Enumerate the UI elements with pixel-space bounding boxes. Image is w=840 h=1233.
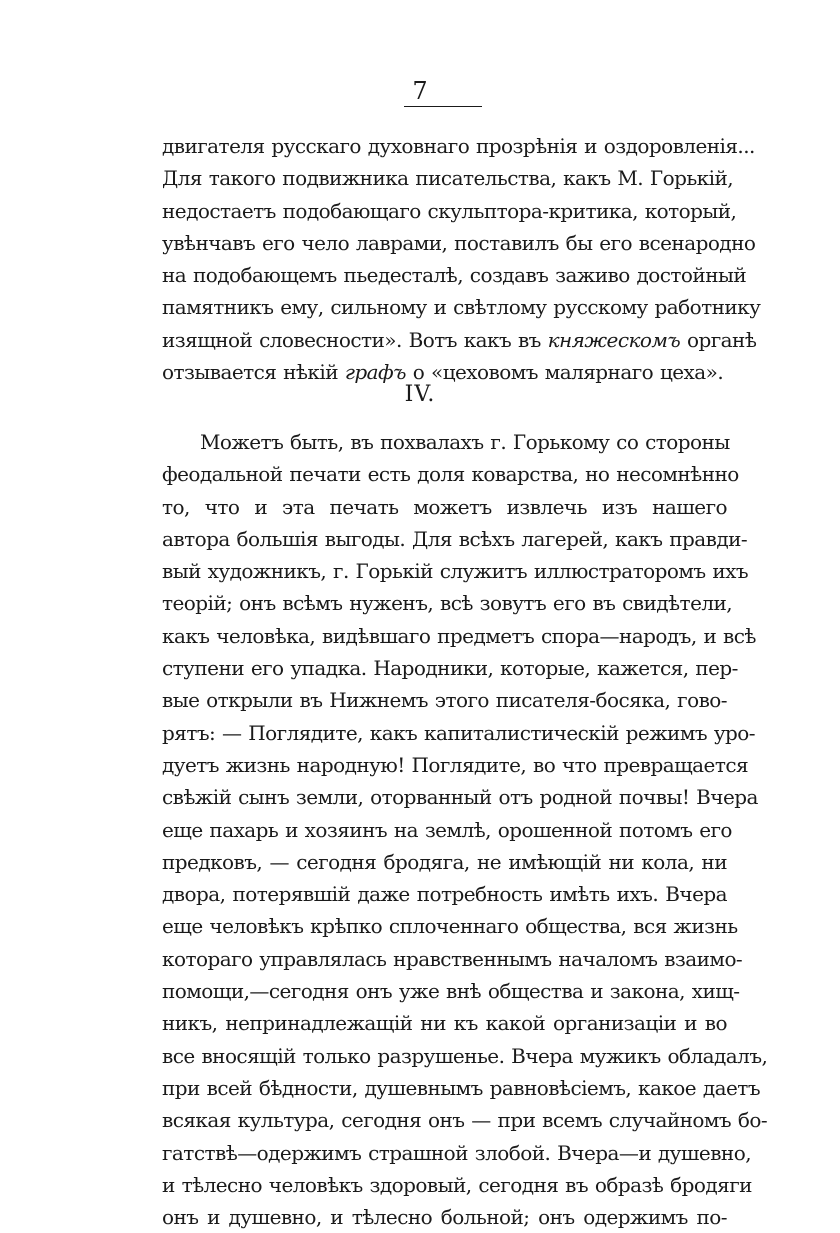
- text-line: еще человѣкъ крѣпко сплоченнаго общества, вся жизнь: [162, 914, 738, 939]
- section-heading: IV.: [404, 382, 436, 407]
- text-line: при всей бѣдности, душевнымъ равновѣсіемъ, какое даетъ: [162, 1075, 760, 1100]
- text-line: недостаетъ подобающаго скульптора-критика, который,: [162, 198, 737, 223]
- text-line: онъ и душевно, и тѣлесно больной; онъ одержимъ по-: [162, 1205, 727, 1230]
- text-line: автора большія выгоды. Для всѣхъ лагерей, какъ правди-: [162, 526, 748, 551]
- text-line: предковъ, — сегодня бродяга, не имѣющій ни кола, ни: [162, 849, 727, 874]
- text-line: памятникъ ему, сильному и свѣтлому русскому работнику: [162, 295, 761, 320]
- text-line: котораго управлялась нравственнымъ началомъ взаимо-: [162, 946, 743, 971]
- text-line: увѣнчавъ его чело лаврами, поставилъ бы его всенародно: [162, 230, 756, 255]
- text-line: Можетъ быть, въ похвалахъ г. Горькому со стороны: [200, 430, 730, 454]
- text-line: ступени его упадка. Народники, которые, кажется, пер-: [162, 656, 738, 681]
- text-line: вый художникъ, г. Горькій служитъ иллюстраторомъ ихъ: [162, 559, 749, 584]
- text-line: феодальной печати есть доля коварства, но несомнѣнно: [162, 462, 739, 487]
- text-line: свѣжій сынъ земли, оторванный отъ родной почвы! Вчера: [162, 785, 758, 810]
- text-line: то, что и эта печать можетъ извлечь изъ нашего: [162, 494, 727, 519]
- paragraph-main: [162, 426, 768, 1233]
- text-span: изящной словесности». Вотъ какъ въ: [162, 327, 548, 352]
- page-number: 7: [412, 77, 428, 105]
- text-line: двигателя русскаго духовнаго прозрѣнія и оздоровленія...: [162, 134, 755, 158]
- text-line: какъ человѣка, видѣвшаго предметъ спора—народъ, и всѣ: [162, 623, 756, 648]
- text-line: все вносящій только разрушенье. Вчера мужикъ обладалъ,: [162, 1043, 768, 1068]
- text-line: [162, 324, 757, 356]
- text-line: гатствѣ—одержимъ страшной злобой. Вчера—и душевно,: [162, 1140, 752, 1165]
- text-span: органѣ: [680, 327, 757, 352]
- text-line: на подобающемъ пьедесталѣ, создавъ заживо достойный: [162, 263, 747, 288]
- text-span: о «цеховомъ малярнаго цеха».: [405, 360, 724, 385]
- text-line: помощи,—сегодня онъ уже внѣ общества и закона, хищ-: [162, 979, 740, 1004]
- text-span: отзывается нѣкій: [162, 360, 345, 385]
- text-line: никъ, непринадлежащій ни къ какой организаціи и во: [162, 1011, 727, 1036]
- text-line: всякая культура, сегодня онъ — при всемъ случайномъ бо-: [162, 1108, 768, 1133]
- italic-emphasis: графъ: [344, 360, 406, 385]
- paragraph-continued: [162, 130, 761, 388]
- text-line: и тѣлесно человѣкъ здоровый, сегодня въ образѣ бродяги: [162, 1172, 752, 1197]
- page-number-rule: [404, 106, 482, 107]
- text-line: Для такого подвижника писательства, какъ М. Горькій,: [162, 166, 734, 191]
- text-line: вые открыли въ Нижнемъ этого писателя-босяка, гово-: [162, 688, 727, 713]
- text-line: рятъ: — Поглядите, какъ капиталистическій режимъ уро-: [162, 720, 755, 745]
- text-line: двора, потерявшій даже потребность имѣть ихъ. Вчера: [162, 882, 727, 907]
- text-line: дуетъ жизнь народную! Поглядите, во что превращается: [162, 752, 749, 777]
- text-line: теорій; онъ всѣмъ нуженъ, всѣ зовутъ его въ свидѣтели,: [162, 591, 733, 616]
- italic-emphasis: княжескомъ: [547, 327, 681, 352]
- text-line: еще пахарь и хозяинъ на землѣ, орошенной потомъ его: [162, 817, 732, 842]
